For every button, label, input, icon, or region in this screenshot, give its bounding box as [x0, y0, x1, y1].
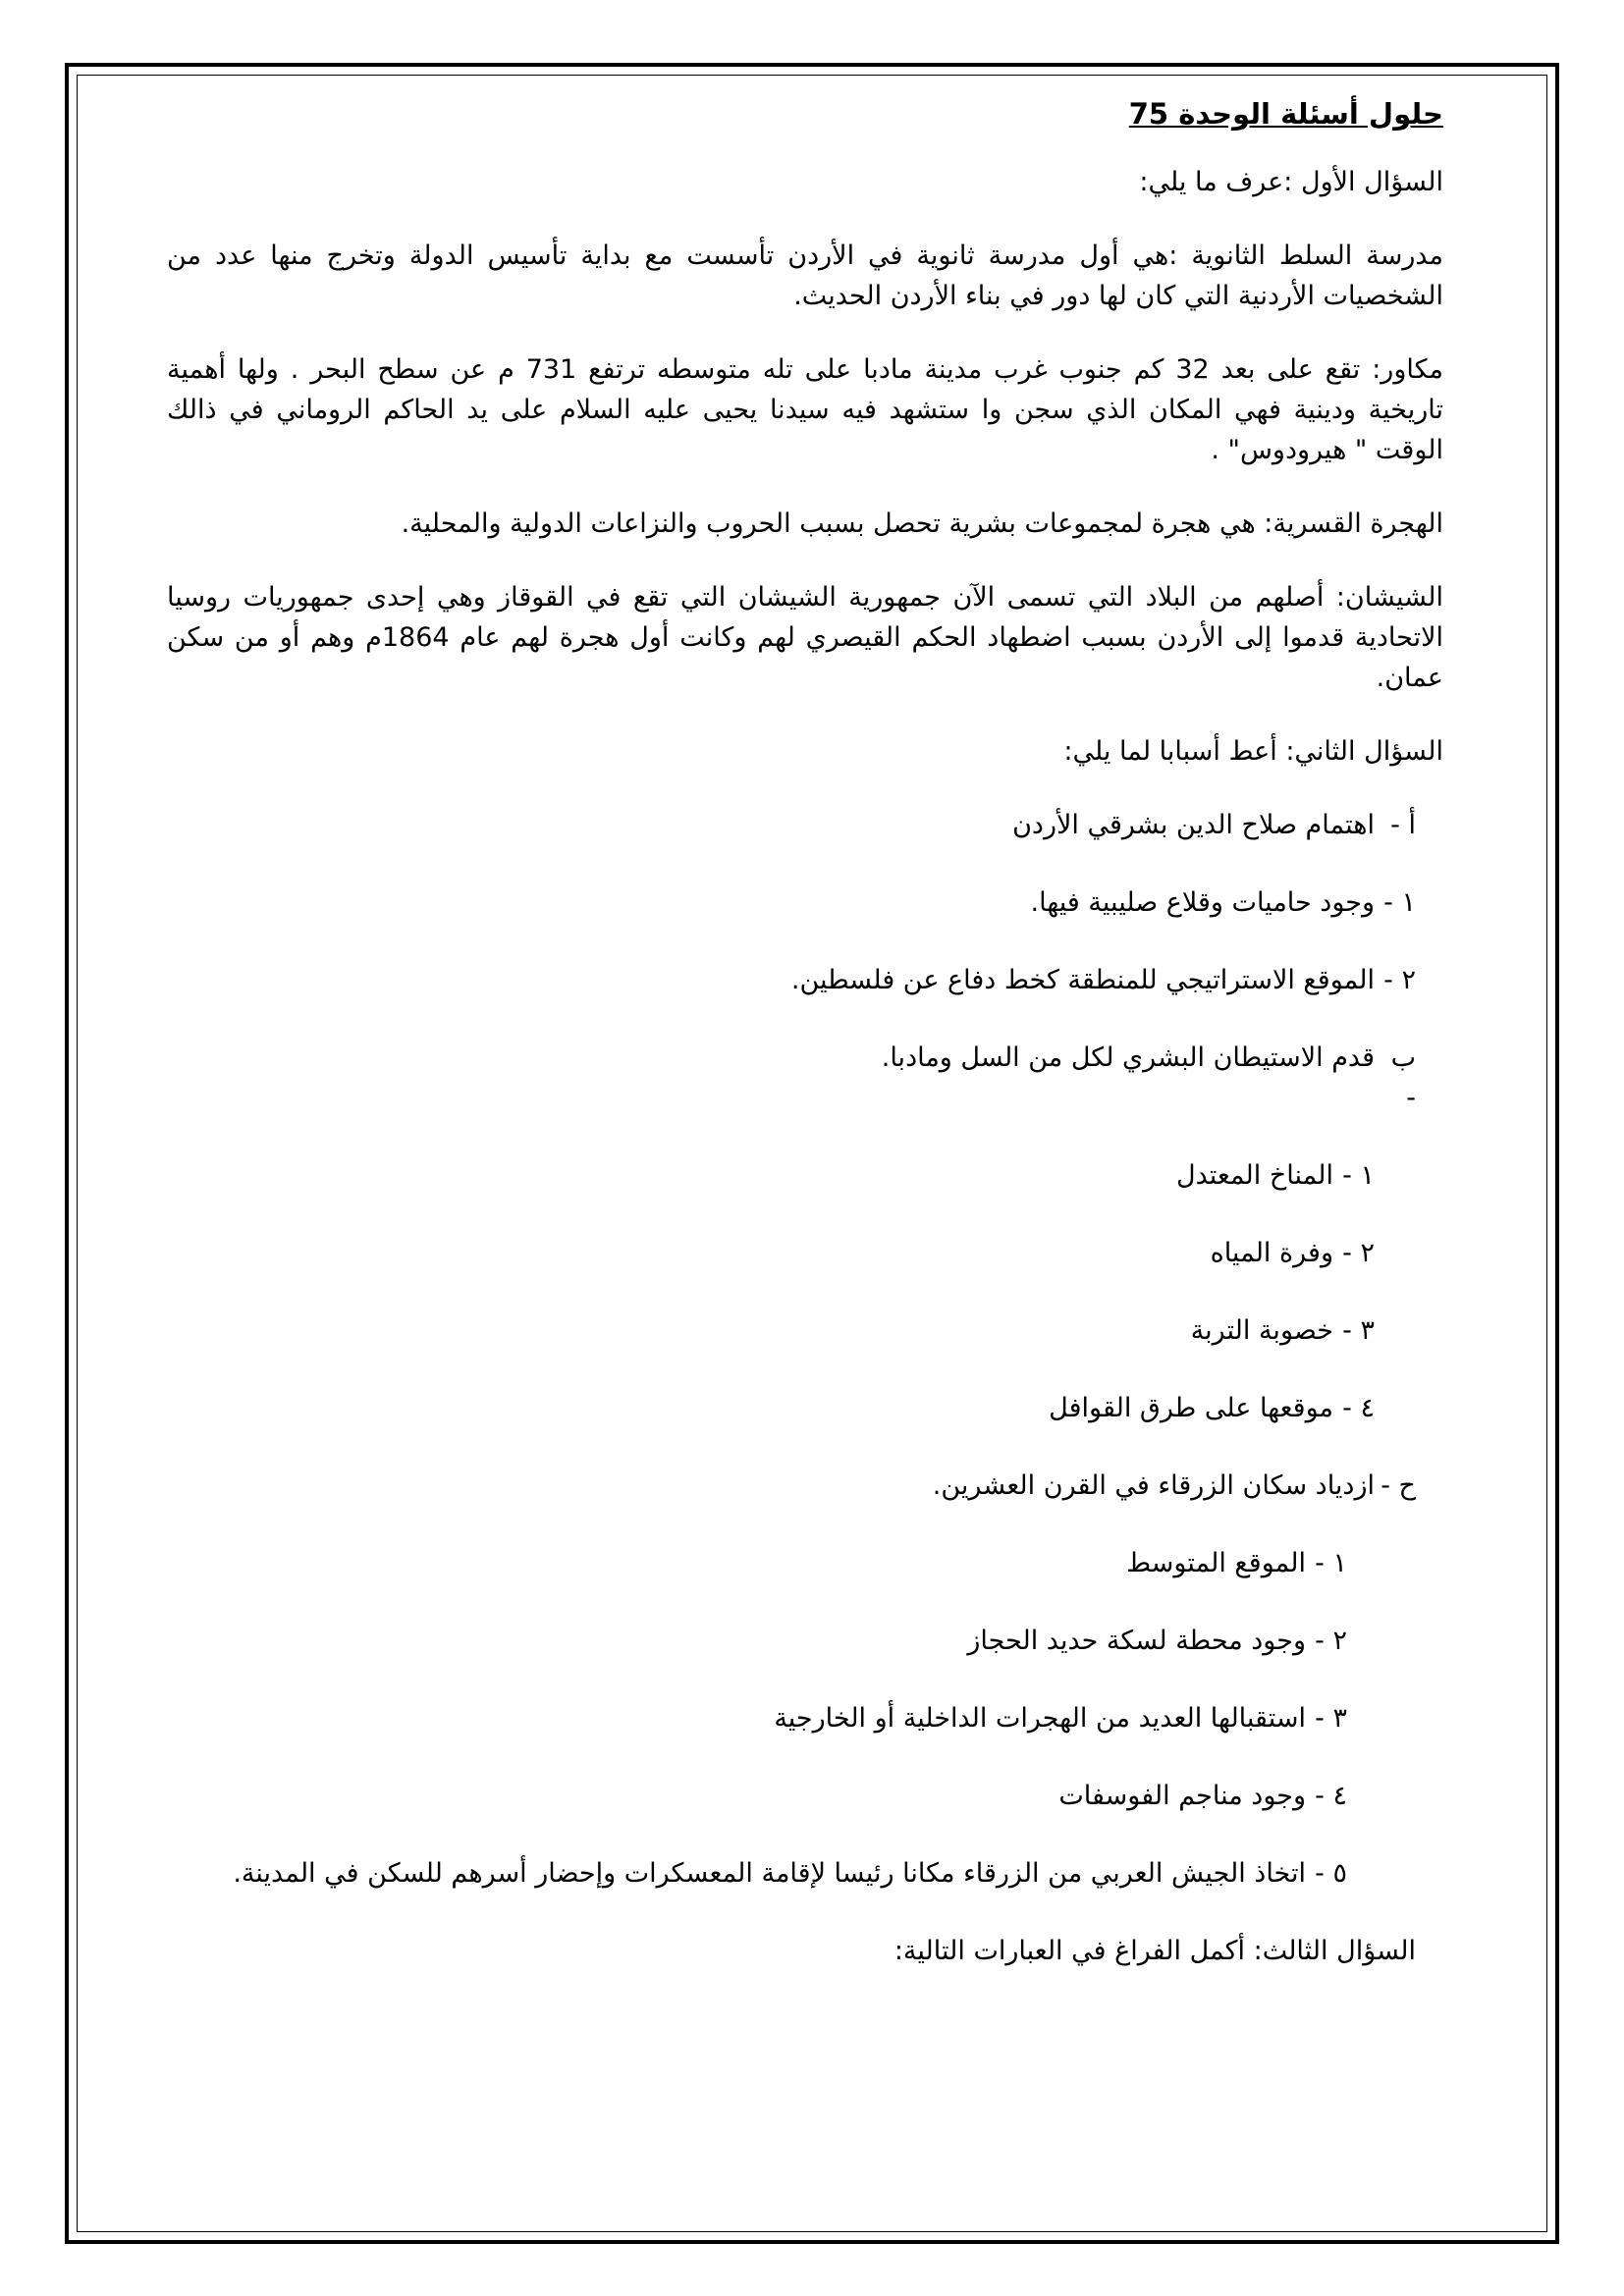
- list-item-text: وجود مناجم الفوسفات: [1058, 1781, 1306, 1811]
- list-item: [167, 1853, 1347, 1894]
- list-marker: ٢ -: [1383, 965, 1416, 995]
- list-marker: ٢ -: [1315, 1626, 1347, 1656]
- list-item-text: موقعها على طرق القوافل: [1049, 1393, 1333, 1423]
- list-marker: ١ -: [1383, 887, 1416, 918]
- list-item-text: الموقع الاستراتيجي للمنطقة كخط دفاع عن فلسطين.: [790, 965, 1375, 995]
- list-item-text: المناخ المعتدل: [1175, 1160, 1333, 1191]
- question-3-heading: السؤال الثالث: أكمل الفراغ في العبارات التالية:: [893, 1936, 1416, 1966]
- list-item-text: استقبالها العديد من الهجرات الداخلية أو الخارجية: [774, 1703, 1306, 1734]
- list-marker: ٤ -: [1315, 1781, 1347, 1811]
- list-item: [167, 1621, 1347, 1661]
- list-item: [167, 1155, 1375, 1196]
- list-item: [167, 1310, 1375, 1351]
- list-marker: ح -: [1380, 1470, 1416, 1501]
- list-marker: ٣ -: [1315, 1703, 1347, 1734]
- reason-group-h: [167, 1466, 1416, 1506]
- list-marker: ٥ -: [1315, 1858, 1347, 1889]
- definition-1: مدرسة السلط الثانوية :هي أول مدرسة ثانوية في الأردن تأسست مع بداية تأسيس الدولة وتخرج منها عدد من الشخصيات الأردنية التي كان لها دور في بناء الأردن الحديث.: [167, 240, 1443, 311]
- page-title: حلول أسئلة الوحدة 75: [1128, 97, 1443, 131]
- definition-4: الشيشان: أصلهم من البلاد التي تسمى الآن جمهورية الشيشان التي تقع في القوقاز وهي إحدى جمهوريات روسيا الاتحادية قدموا إلى الأردن بسبب اضطهاد الحكم القيصري لهم وكانت أول هجرة لهم عام 1864م وهم أو من سكن عمان.: [167, 582, 1444, 693]
- definition-3: الهجرة القسرية: هي هجرة لمجموعات بشرية تحصل بسبب الحروب والنزاعات الدولية والمحلية.: [401, 508, 1443, 539]
- reason-group-text: اهتمام صلاح الدين بشرقي الأردن: [1012, 810, 1375, 840]
- list-marker: ب -: [1390, 1042, 1416, 1113]
- list-item: [167, 1388, 1375, 1428]
- list-item-text: خصوبة التربة: [1190, 1315, 1333, 1346]
- list-item: [167, 882, 1416, 923]
- list-marker: ١ -: [1315, 1548, 1347, 1578]
- list-item-text: الموقع المتوسط: [1126, 1548, 1306, 1578]
- list-marker: ٣ -: [1342, 1315, 1375, 1346]
- reason-group-text: قدم الاستيطان البشري لكل من السل ومادبا.: [881, 1042, 1375, 1073]
- list-item: [167, 960, 1416, 1000]
- reason-group-a: [167, 805, 1416, 845]
- list-item: [167, 1698, 1347, 1738]
- reason-group-text: ازدياد سكان الزرقاء في القرن العشرين.: [932, 1470, 1375, 1501]
- list-marker: ٤ -: [1342, 1393, 1375, 1423]
- list-item: [167, 1776, 1347, 1816]
- list-item-text: اتخاذ الجيش العربي من الزرقاء مكانا رئيسا لإقامة المعسكرات وإحضار أسرهم للسكن في المدينة.: [233, 1858, 1306, 1889]
- document-body: [167, 94, 1443, 2004]
- question-1-heading: السؤال الأول :عرف ما يلي:: [1139, 167, 1443, 197]
- list-marker: ١ -: [1342, 1160, 1375, 1191]
- list-item-text: وجود محطة لسكة حديد الحجاز: [967, 1626, 1306, 1656]
- question-2-heading: السؤال الثاني: أعط أسبابا لما يلي:: [1063, 736, 1443, 767]
- list-marker: ٢ -: [1342, 1238, 1375, 1268]
- list-marker: أ -: [1390, 810, 1416, 840]
- list-item-text: وفرة المياه: [1210, 1238, 1333, 1268]
- definition-2: مكاور: تقع على بعد 32 كم جنوب غرب مدينة مادبا على تله متوسطه ترتفع 731 م عن سطح البحر . ولها أهمية تاريخية ودينية فهي المكان الذي سجن وا ستشهد فيه سيدنا يحيى عليه السلام على يد الحاكم الروماني في ذالك الوقت " هيرودوس" .: [167, 354, 1443, 465]
- list-item: [167, 1233, 1375, 1273]
- list-item-text: وجود حاميات وقلاع صليبية فيها.: [1030, 887, 1375, 918]
- reason-group-b: [167, 1038, 1416, 1118]
- list-item: [167, 1543, 1347, 1583]
